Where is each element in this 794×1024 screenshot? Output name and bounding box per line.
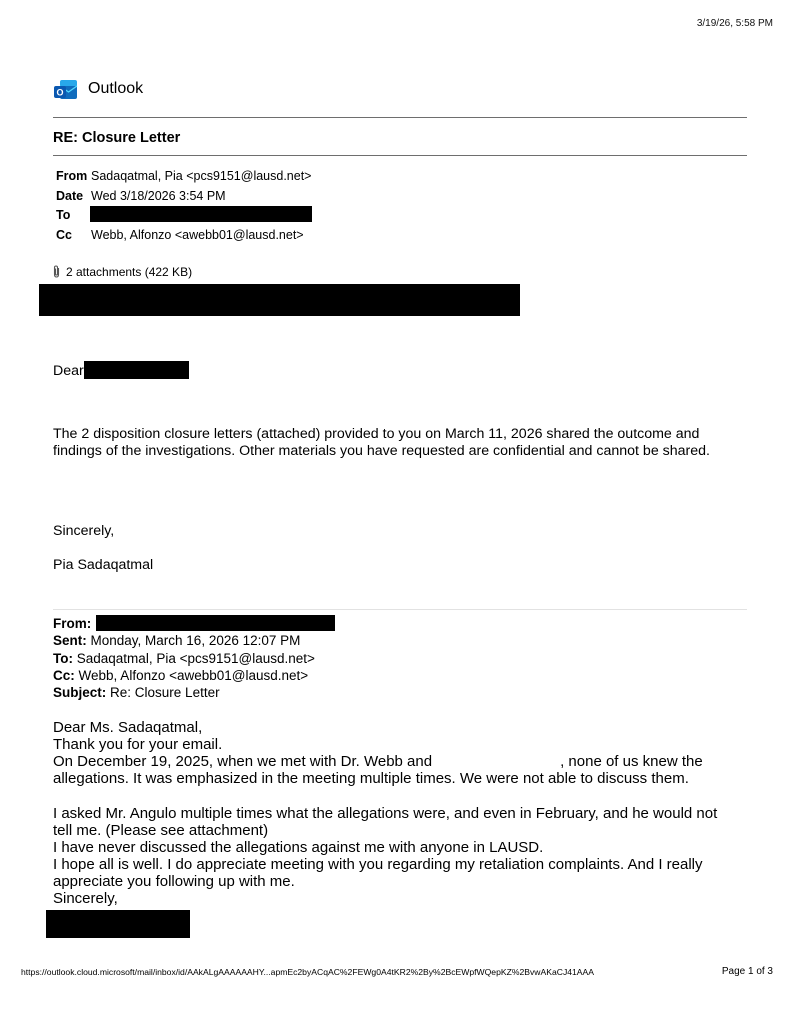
quoted-to-value: Sadaqatmal, Pia <pcs9151@lausd.net>	[76, 651, 315, 666]
quoted-body-1	[53, 719, 753, 787]
signoff: Sincerely,	[53, 523, 115, 539]
quoted-cc-label: Cc:	[53, 668, 75, 683]
from-label: From	[56, 169, 88, 183]
quoted-hope-2: appreciate you following up with me.	[53, 873, 295, 890]
print-footer-page: Page 1 of 3	[721, 966, 773, 977]
quoted-asked-2: tell me. (Please see attachment)	[53, 822, 269, 839]
quoted-december-b: , none of us knew the	[560, 753, 703, 770]
cc-label: Cc	[56, 228, 72, 242]
print-timestamp: 3/19/26, 5:58 PM	[696, 18, 773, 29]
quoted-subject-label: Subject:	[53, 685, 107, 700]
body-line-1: The 2 disposition closure letters (attached) provided to you on March 11, 2026 shared the outcome and	[53, 426, 700, 442]
quoted-allegations: allegations. It was emphasized in the meeting multiple times. We were not able to discuss them.	[53, 770, 689, 787]
quoted-sent	[53, 632, 300, 649]
quoted-december-a: On December 19, 2025, when we met with Dr. Webb and	[53, 753, 433, 770]
print-footer-url: https://outlook.cloud.microsoft/mail/inbox/id/AAkALgAAAAAAHY...apmEc2byACqAC%2FEWg0A4tKR2%2By%2BcEWpfWQepKZ%2BvwAKaCJ41AAA	[21, 967, 595, 977]
body-line-2: findings of the investigations. Other materials you have requested are confidential and cannot be shared.	[53, 443, 710, 459]
quoted-signoff: Sincerely,	[53, 890, 118, 907]
signature: Pia Sadaqatmal	[53, 557, 154, 573]
quoted-to-label: To:	[53, 651, 73, 666]
quoted-sent-value: Monday, March 16, 2026 12:07 PM	[90, 633, 301, 648]
attachments-summary[interactable]: 2 attachments (422 KB)	[66, 265, 193, 279]
quoted-greeting: Dear Ms. Sadaqatmal,	[53, 719, 203, 736]
redacted-quoted-from	[96, 615, 335, 631]
redacted-attachments	[39, 284, 520, 316]
quoted-never: I have never discussed the allegations against me with anyone in LAUSD.	[53, 839, 544, 856]
app-name: Outlook	[88, 80, 144, 97]
quoted-from-label: From:	[53, 616, 92, 631]
date-label: Date	[56, 189, 84, 203]
from-value: Sadaqatmal, Pia <pcs9151@lausd.net>	[91, 169, 312, 183]
to-label: To	[56, 208, 71, 222]
header-divider-bottom	[53, 155, 747, 156]
quoted-cc-value: Webb, Alfonzo <awebb01@lausd.net>	[78, 668, 309, 683]
redacted-to	[90, 206, 312, 222]
outlook-logo-icon	[54, 78, 78, 100]
greeting: Dear	[53, 363, 84, 379]
paperclip-icon	[52, 265, 61, 278]
svg-text:O: O	[56, 87, 64, 98]
email-subject: RE: Closure Letter	[53, 130, 181, 146]
redacted-inline-name	[432, 753, 560, 769]
quoted-subject	[53, 684, 220, 701]
quoted-from	[53, 615, 91, 632]
header-divider-top	[53, 117, 747, 118]
quoted-sent-label: Sent:	[53, 633, 87, 648]
redacted-recipient-name	[84, 361, 189, 379]
quoted-thanks: Thank you for your email.	[53, 736, 223, 753]
cc-value: Webb, Alfonzo <awebb01@lausd.net>	[91, 228, 304, 242]
quoted-december-line	[53, 753, 753, 770]
quoted-to	[53, 650, 315, 667]
date-value: Wed 3/18/2026 3:54 PM	[91, 189, 226, 203]
quoted-hope-1: I hope all is well. I do appreciate meeting with you regarding my retaliation complaints. And I really	[53, 856, 703, 873]
quoted-body-2	[53, 805, 753, 907]
quote-divider	[53, 609, 747, 610]
redacted-quoted-signature	[46, 910, 190, 938]
quoted-asked-1: I asked Mr. Angulo multiple times what the allegations were, and even in February, and he would not	[53, 805, 718, 822]
quoted-cc	[53, 667, 308, 684]
quoted-subject-value: Re: Closure Letter	[110, 685, 220, 700]
